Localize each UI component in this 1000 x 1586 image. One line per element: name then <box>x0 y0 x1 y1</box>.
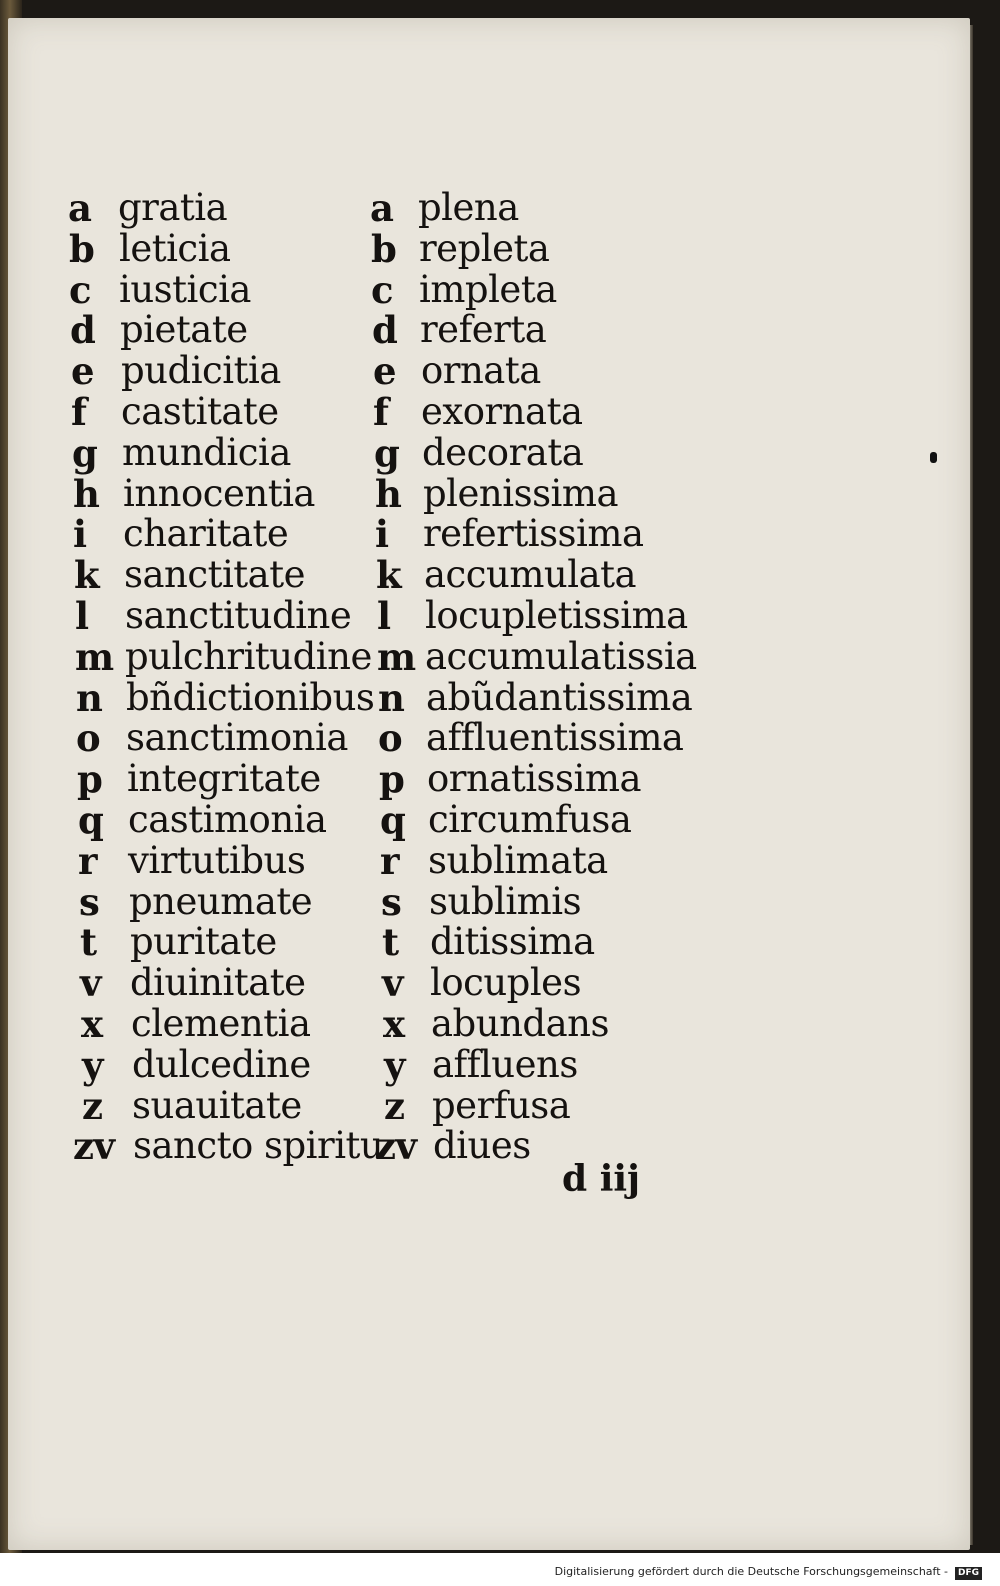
entry-word: castitate <box>121 390 279 433</box>
entry-word: sanctitate <box>124 553 305 596</box>
entry-letter: c <box>69 268 92 312</box>
entry-letter: h <box>375 472 402 516</box>
entry-letter: k <box>376 553 402 597</box>
entry-word: sublimis <box>429 880 582 923</box>
entry-word: diuinitate <box>130 961 306 1004</box>
entry-letter: b <box>69 227 95 271</box>
entry-word: abundans <box>431 1002 609 1045</box>
entry-word: bñdictionibus <box>126 676 375 719</box>
entry-word: sanctitudine <box>125 594 352 637</box>
entry-word: exornata <box>421 390 583 433</box>
entry-word: suauitate <box>132 1084 302 1127</box>
entry-letter: i <box>73 512 87 556</box>
entry-letter: h <box>73 472 100 516</box>
entry-letter: k <box>74 553 100 597</box>
entry-letter: m <box>377 635 416 679</box>
entry-letter: y <box>384 1043 405 1087</box>
entry-word: pudicitia <box>121 349 281 392</box>
entry-letter: v <box>382 961 403 1005</box>
entry-word: pietate <box>120 308 248 351</box>
ink-mark <box>930 452 937 463</box>
entry-word: integritate <box>127 757 321 800</box>
entry-word: leticia <box>119 227 231 270</box>
footer-credit: Digitalisierung gefördert durch die Deutsche Forschungsgemeinschaft - <box>554 1565 948 1578</box>
entry-word: affluens <box>432 1043 578 1086</box>
entry-letter: t <box>80 920 97 964</box>
entry-letter: p <box>77 757 103 801</box>
entry-word: clementia <box>131 1002 311 1045</box>
entry-letter: x <box>81 1002 103 1046</box>
entry-word: ditissima <box>430 920 595 963</box>
entry-letter: d <box>372 308 398 352</box>
entry-word: diues <box>433 1124 531 1167</box>
entry-letter: o <box>76 716 101 760</box>
entry-letter: t <box>382 920 399 964</box>
entry-letter: y <box>82 1043 103 1087</box>
entry-word: refertissima <box>423 512 644 555</box>
entry-letter: r <box>78 839 97 883</box>
entry-word: perfusa <box>432 1084 571 1127</box>
entry-letter: r <box>380 839 399 883</box>
entry-word: plena <box>418 186 519 229</box>
entry-word: sublimata <box>428 839 608 882</box>
entry-word: accumulata <box>424 553 637 596</box>
entry-word: sancto spiritu <box>133 1124 384 1167</box>
entry-word: impleta <box>419 268 557 311</box>
entry-word: ornatissima <box>427 757 642 800</box>
entry-word: referta <box>420 308 547 351</box>
entry-word: iusticia <box>119 268 251 311</box>
entry-letter: e <box>373 349 397 393</box>
entry-letter: q <box>78 798 104 842</box>
entry-letter: q <box>380 798 406 842</box>
entry-letter: g <box>374 431 400 475</box>
entry-word: charitate <box>123 512 289 555</box>
entry-word: pneumate <box>129 880 313 923</box>
entry-word: plenissima <box>423 472 619 515</box>
entry-letter: n <box>378 676 405 720</box>
entry-word: locuples <box>430 961 582 1004</box>
entry-word: castimonia <box>128 798 327 841</box>
entry-letter: a <box>370 186 394 230</box>
entry-word: decorata <box>422 431 584 474</box>
entry-word: pulchritudine <box>125 635 372 678</box>
entry-word: accumulatissia <box>425 635 697 678</box>
entry-word: sanctimonia <box>126 716 348 759</box>
entry-letter: g <box>72 431 98 475</box>
entry-letter: zv <box>73 1124 115 1168</box>
entry-letter: zv <box>375 1124 417 1168</box>
entry-word: circumfusa <box>428 798 632 841</box>
entry-word: mundicia <box>122 431 291 474</box>
entry-word: abũdantissima <box>426 676 693 719</box>
entry-letter: l <box>75 594 89 638</box>
entry-word: repleta <box>419 227 550 270</box>
entry-letter: e <box>71 349 95 393</box>
entry-letter: x <box>383 1002 405 1046</box>
entry-letter: d <box>70 308 96 352</box>
entry-letter: s <box>79 880 100 924</box>
entry-letter: l <box>377 594 391 638</box>
dfg-logo: DFG <box>955 1567 982 1580</box>
entry-word: innocentia <box>123 472 315 515</box>
entry-letter: a <box>68 186 92 230</box>
entry-word: affluentissima <box>426 716 684 759</box>
signature-mark: d iij <box>562 1158 641 1200</box>
entry-letter: f <box>71 390 87 434</box>
entry-letter: v <box>80 961 101 1005</box>
entry-word: locupletissima <box>425 594 688 637</box>
entry-letter: p <box>379 757 405 801</box>
entry-letter: n <box>76 676 103 720</box>
entry-letter: s <box>381 880 402 924</box>
entry-word: puritate <box>130 920 277 963</box>
entry-letter: f <box>373 390 389 434</box>
entry-letter: m <box>75 635 114 679</box>
entry-letter: b <box>371 227 397 271</box>
entry-letter: o <box>378 716 403 760</box>
entry-word: gratia <box>118 186 228 229</box>
entry-letter: i <box>375 512 389 556</box>
entry-word: dulcedine <box>132 1043 311 1086</box>
entry-letter: c <box>371 268 394 312</box>
entry-word: virtutibus <box>128 839 306 882</box>
entry-word: ornata <box>421 349 541 392</box>
entry-letter: z <box>82 1084 103 1128</box>
entry-letter: z <box>384 1084 405 1128</box>
